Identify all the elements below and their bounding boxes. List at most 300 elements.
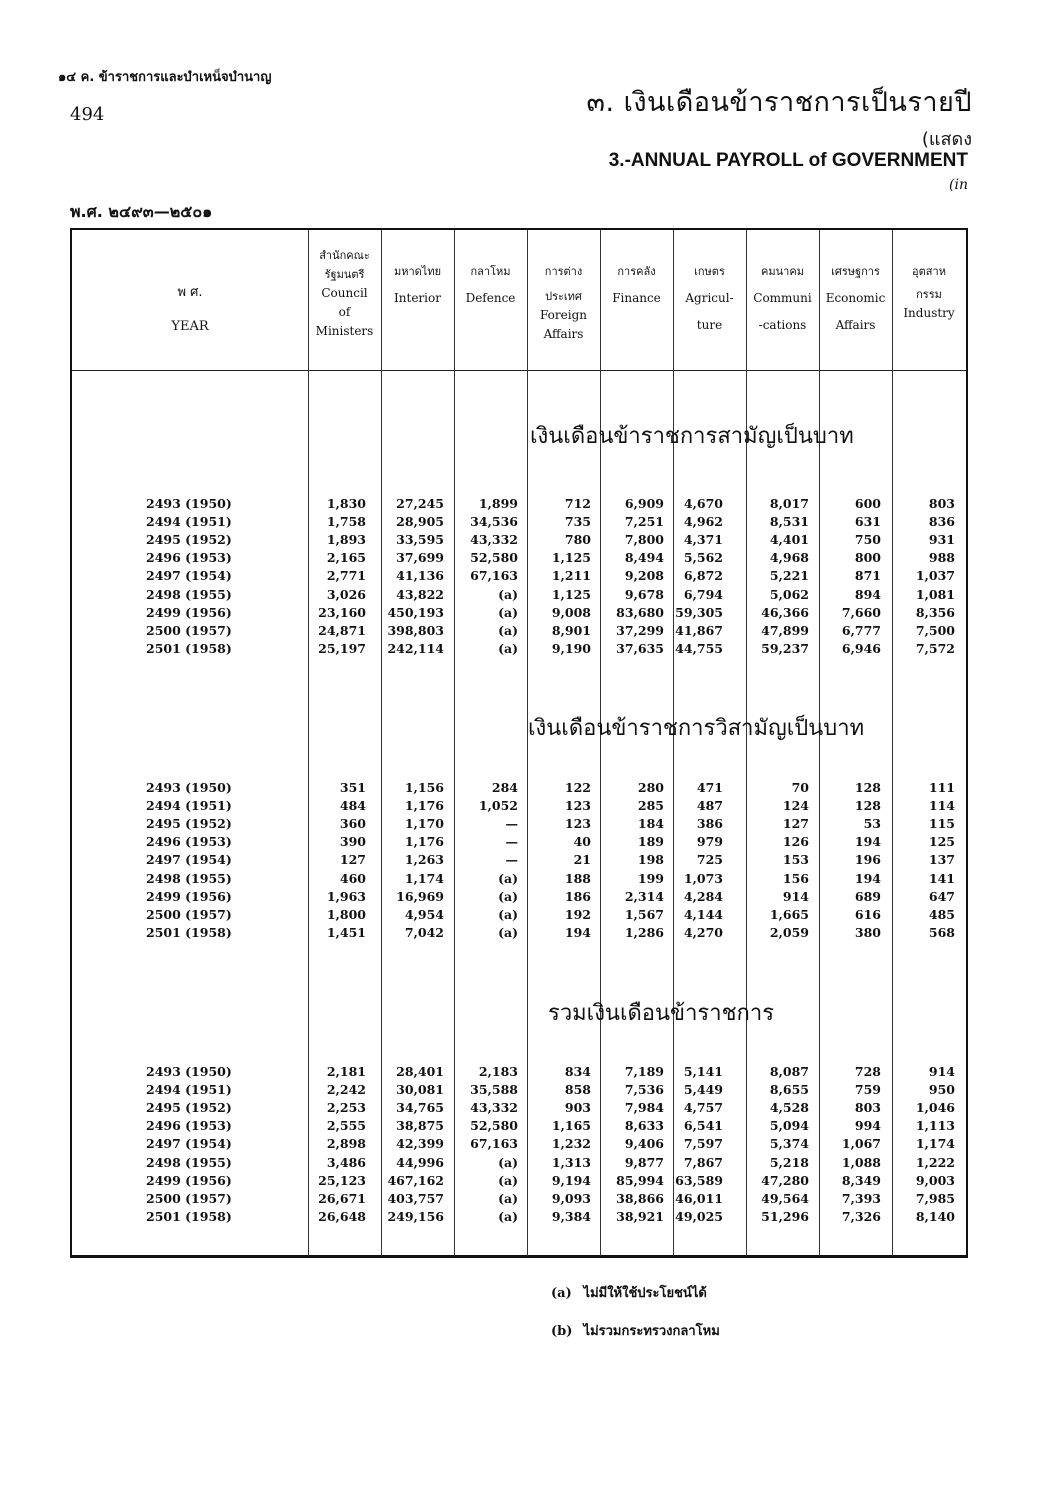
cell-interior: 1,263 bbox=[404, 852, 444, 868]
economic-header-thai: เศรษฐการ bbox=[831, 265, 880, 278]
cell-economic: 8,349 bbox=[841, 1172, 881, 1188]
cell-economic: 1,088 bbox=[841, 1154, 881, 1170]
cell-economic: 6,777 bbox=[841, 622, 881, 638]
cell-economic: 689 bbox=[854, 888, 881, 904]
cell-foreign: 1,125 bbox=[551, 550, 591, 566]
cell-agriculture: 7,867 bbox=[683, 1154, 723, 1170]
row-year: 2495 (1952) bbox=[146, 1100, 232, 1116]
cell-council: 2,165 bbox=[326, 550, 366, 566]
row-year: 2501 (1958) bbox=[146, 924, 232, 940]
cell-agriculture: 5,141 bbox=[683, 1064, 723, 1079]
cell-economic: 759 bbox=[854, 1082, 881, 1098]
defence-header-english: Defence bbox=[465, 291, 516, 305]
cell-economic: 803 bbox=[854, 1100, 881, 1116]
cell-industry: 137 bbox=[928, 852, 955, 868]
cell-defence: (a) bbox=[498, 870, 518, 886]
cell-interior: 28,905 bbox=[396, 514, 444, 530]
cell-economic: 728 bbox=[854, 1064, 881, 1079]
cell-finance: 6,909 bbox=[624, 496, 664, 511]
cell-foreign: 858 bbox=[564, 1082, 591, 1098]
cell-foreign: 9,190 bbox=[551, 640, 591, 656]
cell-communications: 1,665 bbox=[769, 906, 809, 922]
economic-header-english-2: Affairs bbox=[835, 318, 876, 332]
cell-communications: 5,094 bbox=[769, 1118, 809, 1134]
cell-communications: 5,221 bbox=[769, 568, 809, 584]
cell-economic: 194 bbox=[854, 834, 881, 850]
cell-communications: 2,059 bbox=[769, 924, 809, 940]
section-title-special: เงินเดือนข้าราชการวิสามัญเป็นบาท bbox=[528, 716, 865, 741]
cell-defence: 67,163 bbox=[470, 568, 518, 584]
communications-header-english-2: -cations bbox=[758, 318, 807, 332]
cell-defence: (a) bbox=[498, 906, 518, 922]
cell-interior: 467,162 bbox=[387, 1172, 444, 1188]
cell-communications: 127 bbox=[782, 816, 809, 832]
thai-table-title: ๓. เงินเดือนข้าราชการเป็นรายปี bbox=[586, 87, 972, 118]
cell-industry: 836 bbox=[928, 514, 955, 530]
cell-finance: 8,633 bbox=[624, 1118, 664, 1134]
cell-agriculture: 487 bbox=[696, 798, 723, 814]
cell-defence: 52,580 bbox=[470, 550, 518, 566]
cell-foreign: 735 bbox=[564, 514, 591, 530]
cell-council: 1,893 bbox=[326, 532, 366, 548]
cell-economic: 7,393 bbox=[841, 1190, 881, 1206]
cell-foreign: 8,901 bbox=[551, 622, 591, 638]
cell-council: 26,648 bbox=[318, 1208, 366, 1224]
cell-finance: 1,286 bbox=[624, 924, 664, 940]
cell-interior: 1,174 bbox=[404, 870, 444, 886]
footnote-a-text: ไม่มีให้ใช้ประโยชน์ได้ bbox=[583, 1286, 707, 1301]
thai-subtitle: (แสดง bbox=[921, 129, 972, 150]
cell-interior: 398,803 bbox=[387, 622, 444, 638]
cell-defence: 43,332 bbox=[470, 532, 518, 548]
table-row bbox=[0, 1118, 1040, 1136]
table-row bbox=[0, 514, 1040, 532]
page-number: 494 bbox=[70, 104, 105, 125]
cell-council: 2,898 bbox=[326, 1136, 366, 1152]
year-header-thai: พ ศ. bbox=[177, 285, 203, 300]
cell-council: 2,242 bbox=[326, 1082, 366, 1098]
cell-communications: 4,401 bbox=[769, 532, 809, 548]
cell-defence: 67,163 bbox=[470, 1136, 518, 1152]
row-year: 2498 (1955) bbox=[146, 870, 232, 886]
cell-defence: 284 bbox=[491, 780, 518, 795]
table-row bbox=[0, 605, 1040, 623]
cell-industry: 7,500 bbox=[915, 622, 955, 638]
cell-council: 351 bbox=[339, 780, 366, 795]
table-row bbox=[0, 907, 1040, 925]
cell-interior: 1,176 bbox=[404, 834, 444, 850]
year-column-header bbox=[72, 276, 308, 344]
cell-defence: (a) bbox=[498, 604, 518, 620]
cell-industry: 111 bbox=[928, 780, 955, 795]
row-year: 2498 (1955) bbox=[146, 1154, 232, 1170]
table-row bbox=[0, 496, 1040, 514]
cell-communications: 46,366 bbox=[761, 604, 809, 620]
row-year: 2494 (1951) bbox=[146, 514, 232, 530]
row-year: 2500 (1957) bbox=[146, 622, 232, 638]
cell-defence: (a) bbox=[498, 1172, 518, 1188]
cell-interior: 1,156 bbox=[404, 780, 444, 795]
cell-communications: 70 bbox=[791, 780, 809, 795]
cell-foreign: 194 bbox=[564, 924, 591, 940]
row-year: 2498 (1955) bbox=[146, 586, 232, 602]
cell-finance: 37,299 bbox=[616, 622, 664, 638]
agriculture-header-thai: เกษตร bbox=[694, 265, 725, 278]
cell-foreign: 186 bbox=[564, 888, 591, 904]
cell-finance: 2,314 bbox=[624, 888, 664, 904]
cell-communications: 126 bbox=[782, 834, 809, 850]
cell-finance: 184 bbox=[637, 816, 664, 832]
cell-foreign: 9,194 bbox=[551, 1172, 591, 1188]
cell-foreign: 780 bbox=[564, 532, 591, 548]
cell-agriculture: 7,597 bbox=[683, 1136, 723, 1152]
cell-foreign: 192 bbox=[564, 906, 591, 922]
row-year: 2495 (1952) bbox=[146, 532, 232, 548]
cell-communications: 47,899 bbox=[761, 622, 809, 638]
cell-defence: (a) bbox=[498, 586, 518, 602]
council-header-english-3: Ministers bbox=[315, 324, 374, 338]
cell-economic: 6,946 bbox=[841, 640, 881, 656]
table-row bbox=[0, 1064, 1040, 1082]
cell-interior: 37,699 bbox=[396, 550, 444, 566]
cell-council: 26,671 bbox=[318, 1190, 366, 1206]
row-year: 2499 (1956) bbox=[146, 1172, 232, 1188]
row-year: 2494 (1951) bbox=[146, 1082, 232, 1098]
cell-interior: 27,245 bbox=[396, 496, 444, 511]
row-year: 2496 (1953) bbox=[146, 834, 232, 850]
foreign-header-thai-2: ประเทศ bbox=[545, 290, 582, 303]
cell-interior: 403,757 bbox=[387, 1190, 444, 1206]
cell-industry: 1,113 bbox=[915, 1118, 955, 1134]
cell-council: 3,486 bbox=[326, 1154, 366, 1170]
cell-defence: (a) bbox=[498, 888, 518, 904]
cell-defence: (a) bbox=[498, 640, 518, 656]
foreign-column-header bbox=[527, 262, 600, 344]
cell-council: 460 bbox=[339, 870, 366, 886]
row-year: 2500 (1957) bbox=[146, 906, 232, 922]
cell-foreign: 123 bbox=[564, 816, 591, 832]
row-year: 2499 (1956) bbox=[146, 604, 232, 620]
table-row bbox=[0, 1209, 1040, 1227]
cell-communications: 8,087 bbox=[769, 1064, 809, 1079]
defence-header-thai: กลาโหม bbox=[470, 265, 511, 278]
row-year: 2500 (1957) bbox=[146, 1190, 232, 1206]
cell-defence: 34,536 bbox=[470, 514, 518, 530]
cell-defence: 52,580 bbox=[470, 1118, 518, 1134]
cell-economic: 1,067 bbox=[841, 1136, 881, 1152]
cell-interior: 1,176 bbox=[404, 798, 444, 814]
cell-council: 2,771 bbox=[326, 568, 366, 584]
cell-agriculture: 46,011 bbox=[675, 1190, 723, 1206]
cell-industry: 1,081 bbox=[915, 586, 955, 602]
cell-council: 1,830 bbox=[326, 496, 366, 511]
cell-council: 2,555 bbox=[326, 1118, 366, 1134]
cell-foreign: 712 bbox=[564, 496, 591, 511]
cell-finance: 199 bbox=[637, 870, 664, 886]
row-year: 2497 (1954) bbox=[146, 1136, 232, 1152]
cell-defence: 35,588 bbox=[470, 1082, 518, 1098]
footnote-b-key: (b) bbox=[551, 1324, 573, 1339]
cell-industry: 931 bbox=[928, 532, 955, 548]
cell-industry: 7,572 bbox=[915, 640, 955, 656]
cell-defence: 1,899 bbox=[478, 496, 518, 511]
row-year: 2493 (1950) bbox=[146, 496, 232, 511]
cell-communications: 51,296 bbox=[761, 1208, 809, 1224]
period-label: พ.ศ. ๒๔๙๓—๒๕๐๑ bbox=[70, 202, 213, 221]
cell-foreign: 188 bbox=[564, 870, 591, 886]
table-row bbox=[0, 889, 1040, 907]
cell-finance: 7,189 bbox=[624, 1064, 664, 1079]
cell-council: 360 bbox=[339, 816, 366, 832]
cell-communications: 4,528 bbox=[769, 1100, 809, 1116]
cell-industry: 1,046 bbox=[915, 1100, 955, 1116]
cell-finance: 7,536 bbox=[624, 1082, 664, 1098]
cell-finance: 189 bbox=[637, 834, 664, 850]
cell-defence: 2,183 bbox=[478, 1064, 518, 1079]
row-year: 2497 (1954) bbox=[146, 568, 232, 584]
interior-header-english: Interior bbox=[394, 291, 441, 305]
cell-interior: 28,401 bbox=[396, 1064, 444, 1079]
cell-defence: (a) bbox=[498, 1190, 518, 1206]
year-header-english: YEAR bbox=[171, 319, 209, 334]
cell-foreign: 9,384 bbox=[551, 1208, 591, 1224]
cell-interior: 7,042 bbox=[404, 924, 444, 940]
communications-header-english-1: Communi bbox=[753, 291, 812, 305]
row-year: 2496 (1953) bbox=[146, 550, 232, 566]
cell-finance: 7,984 bbox=[624, 1100, 664, 1116]
economic-header-english-1: Economic bbox=[825, 291, 886, 305]
cell-finance: 7,800 bbox=[624, 532, 664, 548]
cell-industry: 914 bbox=[928, 1064, 955, 1079]
cell-foreign: 1,232 bbox=[551, 1136, 591, 1152]
cell-finance: 37,635 bbox=[616, 640, 664, 656]
council-header-thai-2: รัฐมนตรี bbox=[324, 268, 365, 281]
cell-industry: 8,356 bbox=[915, 604, 955, 620]
interior-header-thai: มหาดไทย bbox=[393, 265, 442, 278]
cell-agriculture: 5,562 bbox=[683, 550, 723, 566]
cell-agriculture: 4,670 bbox=[683, 496, 723, 511]
cell-interior: 16,969 bbox=[396, 888, 444, 904]
cell-agriculture: 725 bbox=[696, 852, 723, 868]
cell-finance: 198 bbox=[637, 852, 664, 868]
cell-communications: 124 bbox=[782, 798, 809, 814]
table-row bbox=[0, 1173, 1040, 1191]
cell-industry: 485 bbox=[928, 906, 955, 922]
cell-industry: 803 bbox=[928, 496, 955, 511]
cell-interior: 4,954 bbox=[404, 906, 444, 922]
cell-council: 2,253 bbox=[326, 1100, 366, 1116]
cell-industry: 1,037 bbox=[915, 568, 955, 584]
cell-interior: 33,595 bbox=[396, 532, 444, 548]
agriculture-header-english-1: Agricul- bbox=[685, 291, 734, 305]
table-row bbox=[0, 871, 1040, 889]
industry-header-thai-2: กรรม bbox=[916, 288, 942, 301]
table-row bbox=[0, 587, 1040, 605]
cell-economic: 194 bbox=[854, 870, 881, 886]
communications-column-header bbox=[746, 262, 819, 335]
council-column-header bbox=[308, 246, 381, 341]
cell-agriculture: 4,962 bbox=[683, 514, 723, 530]
cell-foreign: 1,313 bbox=[551, 1154, 591, 1170]
cell-defence: (a) bbox=[498, 622, 518, 638]
cell-finance: 9,406 bbox=[624, 1136, 664, 1152]
cell-council: 25,123 bbox=[318, 1172, 366, 1188]
cell-communications: 49,564 bbox=[761, 1190, 809, 1206]
agriculture-column-header bbox=[673, 262, 746, 335]
footnote-a bbox=[551, 1282, 707, 1303]
cell-economic: 600 bbox=[854, 496, 881, 511]
cell-agriculture: 979 bbox=[696, 834, 723, 850]
cell-communications: 4,968 bbox=[769, 550, 809, 566]
interior-column-header bbox=[381, 262, 454, 308]
table-row bbox=[0, 623, 1040, 641]
cell-economic: 800 bbox=[854, 550, 881, 566]
cell-agriculture: 44,755 bbox=[675, 640, 723, 656]
cell-foreign: 122 bbox=[564, 780, 591, 795]
cell-economic: 128 bbox=[854, 780, 881, 795]
cell-agriculture: 63,589 bbox=[675, 1172, 723, 1188]
cell-foreign: 1,165 bbox=[551, 1118, 591, 1134]
table-row bbox=[0, 568, 1040, 586]
cell-economic: 750 bbox=[854, 532, 881, 548]
cell-economic: 380 bbox=[854, 924, 881, 940]
cell-finance: 85,994 bbox=[616, 1172, 664, 1188]
finance-header-english: Finance bbox=[612, 291, 661, 305]
cell-council: 390 bbox=[339, 834, 366, 850]
cell-industry: 647 bbox=[928, 888, 955, 904]
cell-defence: — bbox=[505, 816, 518, 832]
cell-communications: 59,237 bbox=[761, 640, 809, 656]
cell-economic: 7,326 bbox=[841, 1208, 881, 1224]
foreign-header-thai-1: การต่าง bbox=[544, 265, 583, 278]
cell-defence: — bbox=[505, 852, 518, 868]
cell-communications: 914 bbox=[782, 888, 809, 904]
cell-council: 1,758 bbox=[326, 514, 366, 530]
cell-council: 25,197 bbox=[318, 640, 366, 656]
council-header-english-2: of bbox=[338, 305, 351, 319]
row-year: 2497 (1954) bbox=[146, 852, 232, 868]
header-separator bbox=[72, 370, 966, 371]
row-year: 2496 (1953) bbox=[146, 1118, 232, 1134]
cell-agriculture: 6,872 bbox=[683, 568, 723, 584]
cell-interior: 249,156 bbox=[387, 1208, 444, 1224]
cell-interior: 450,193 bbox=[387, 604, 444, 620]
cell-economic: 871 bbox=[854, 568, 881, 584]
cell-agriculture: 386 bbox=[696, 816, 723, 832]
economic-column-header bbox=[819, 262, 892, 335]
cell-finance: 38,921 bbox=[616, 1208, 664, 1224]
cell-communications: 8,017 bbox=[769, 496, 809, 511]
cell-economic: 128 bbox=[854, 798, 881, 814]
cell-council: 2,181 bbox=[326, 1064, 366, 1079]
cell-finance: 9,678 bbox=[624, 586, 664, 602]
table-row bbox=[0, 1100, 1040, 1118]
cell-foreign: 9,093 bbox=[551, 1190, 591, 1206]
cell-economic: 7,660 bbox=[841, 604, 881, 620]
cell-agriculture: 4,757 bbox=[683, 1100, 723, 1116]
cell-defence: (a) bbox=[498, 924, 518, 940]
row-year: 2499 (1956) bbox=[146, 888, 232, 904]
cell-foreign: 903 bbox=[564, 1100, 591, 1116]
finance-header-thai: การคลัง bbox=[617, 265, 656, 278]
table-row bbox=[0, 1136, 1040, 1154]
cell-agriculture: 471 bbox=[696, 780, 723, 795]
cell-industry: 1,222 bbox=[915, 1154, 955, 1170]
cell-agriculture: 4,284 bbox=[683, 888, 723, 904]
cell-interior: 43,822 bbox=[396, 586, 444, 602]
finance-column-header bbox=[600, 262, 673, 308]
cell-interior: 38,875 bbox=[396, 1118, 444, 1134]
cell-agriculture: 41,867 bbox=[675, 622, 723, 638]
cell-industry: 1,174 bbox=[915, 1136, 955, 1152]
cell-industry: 141 bbox=[928, 870, 955, 886]
cell-finance: 38,866 bbox=[616, 1190, 664, 1206]
cell-council: 24,871 bbox=[318, 622, 366, 638]
table-row bbox=[0, 641, 1040, 659]
table-row bbox=[0, 532, 1040, 550]
cell-council: 1,800 bbox=[326, 906, 366, 922]
cell-agriculture: 4,144 bbox=[683, 906, 723, 922]
council-header-english-1: Council bbox=[321, 286, 368, 300]
section-title-total: รวมเงินเดือนข้าราชการ bbox=[548, 1001, 775, 1026]
table-row bbox=[0, 925, 1040, 943]
cell-finance: 9,877 bbox=[624, 1154, 664, 1170]
industry-header-thai-1: อุตสาห bbox=[912, 265, 946, 278]
table-row bbox=[0, 852, 1040, 870]
defence-column-header bbox=[454, 262, 527, 308]
cell-industry: 8,140 bbox=[915, 1208, 955, 1224]
cell-council: 1,451 bbox=[326, 924, 366, 940]
cell-agriculture: 6,794 bbox=[683, 586, 723, 602]
row-year: 2493 (1950) bbox=[146, 1064, 232, 1079]
cell-council: 23,160 bbox=[318, 604, 366, 620]
row-year: 2493 (1950) bbox=[146, 780, 232, 795]
cell-defence: 43,332 bbox=[470, 1100, 518, 1116]
table-row bbox=[0, 1155, 1040, 1173]
cell-communications: 156 bbox=[782, 870, 809, 886]
cell-interior: 42,399 bbox=[396, 1136, 444, 1152]
cell-economic: 631 bbox=[854, 514, 881, 530]
cell-economic: 894 bbox=[854, 586, 881, 602]
cell-industry: 988 bbox=[928, 550, 955, 566]
cell-finance: 8,494 bbox=[624, 550, 664, 566]
cell-communications: 8,655 bbox=[769, 1082, 809, 1098]
table-row bbox=[0, 550, 1040, 568]
english-table-title: 3.-ANNUAL PAYROLL of GOVERNMENT bbox=[608, 150, 968, 171]
cell-interior: 30,081 bbox=[396, 1082, 444, 1098]
cell-communications: 5,374 bbox=[769, 1136, 809, 1152]
row-year: 2501 (1958) bbox=[146, 640, 232, 656]
row-year: 2495 (1952) bbox=[146, 816, 232, 832]
cell-interior: 34,765 bbox=[396, 1100, 444, 1116]
cell-communications: 8,531 bbox=[769, 514, 809, 530]
cell-industry: 568 bbox=[928, 924, 955, 940]
cell-foreign: 123 bbox=[564, 798, 591, 814]
cell-finance: 280 bbox=[637, 780, 664, 795]
cell-foreign: 21 bbox=[573, 852, 591, 868]
footnote-b bbox=[551, 1320, 720, 1341]
cell-interior: 41,136 bbox=[396, 568, 444, 584]
cell-communications: 47,280 bbox=[761, 1172, 809, 1188]
table-row bbox=[0, 1082, 1040, 1100]
cell-communications: 5,218 bbox=[769, 1154, 809, 1170]
cell-industry: 125 bbox=[928, 834, 955, 850]
cell-economic: 53 bbox=[863, 816, 881, 832]
cell-council: 127 bbox=[339, 852, 366, 868]
cell-economic: 196 bbox=[854, 852, 881, 868]
cell-industry: 115 bbox=[928, 816, 955, 832]
cell-communications: 5,062 bbox=[769, 586, 809, 602]
